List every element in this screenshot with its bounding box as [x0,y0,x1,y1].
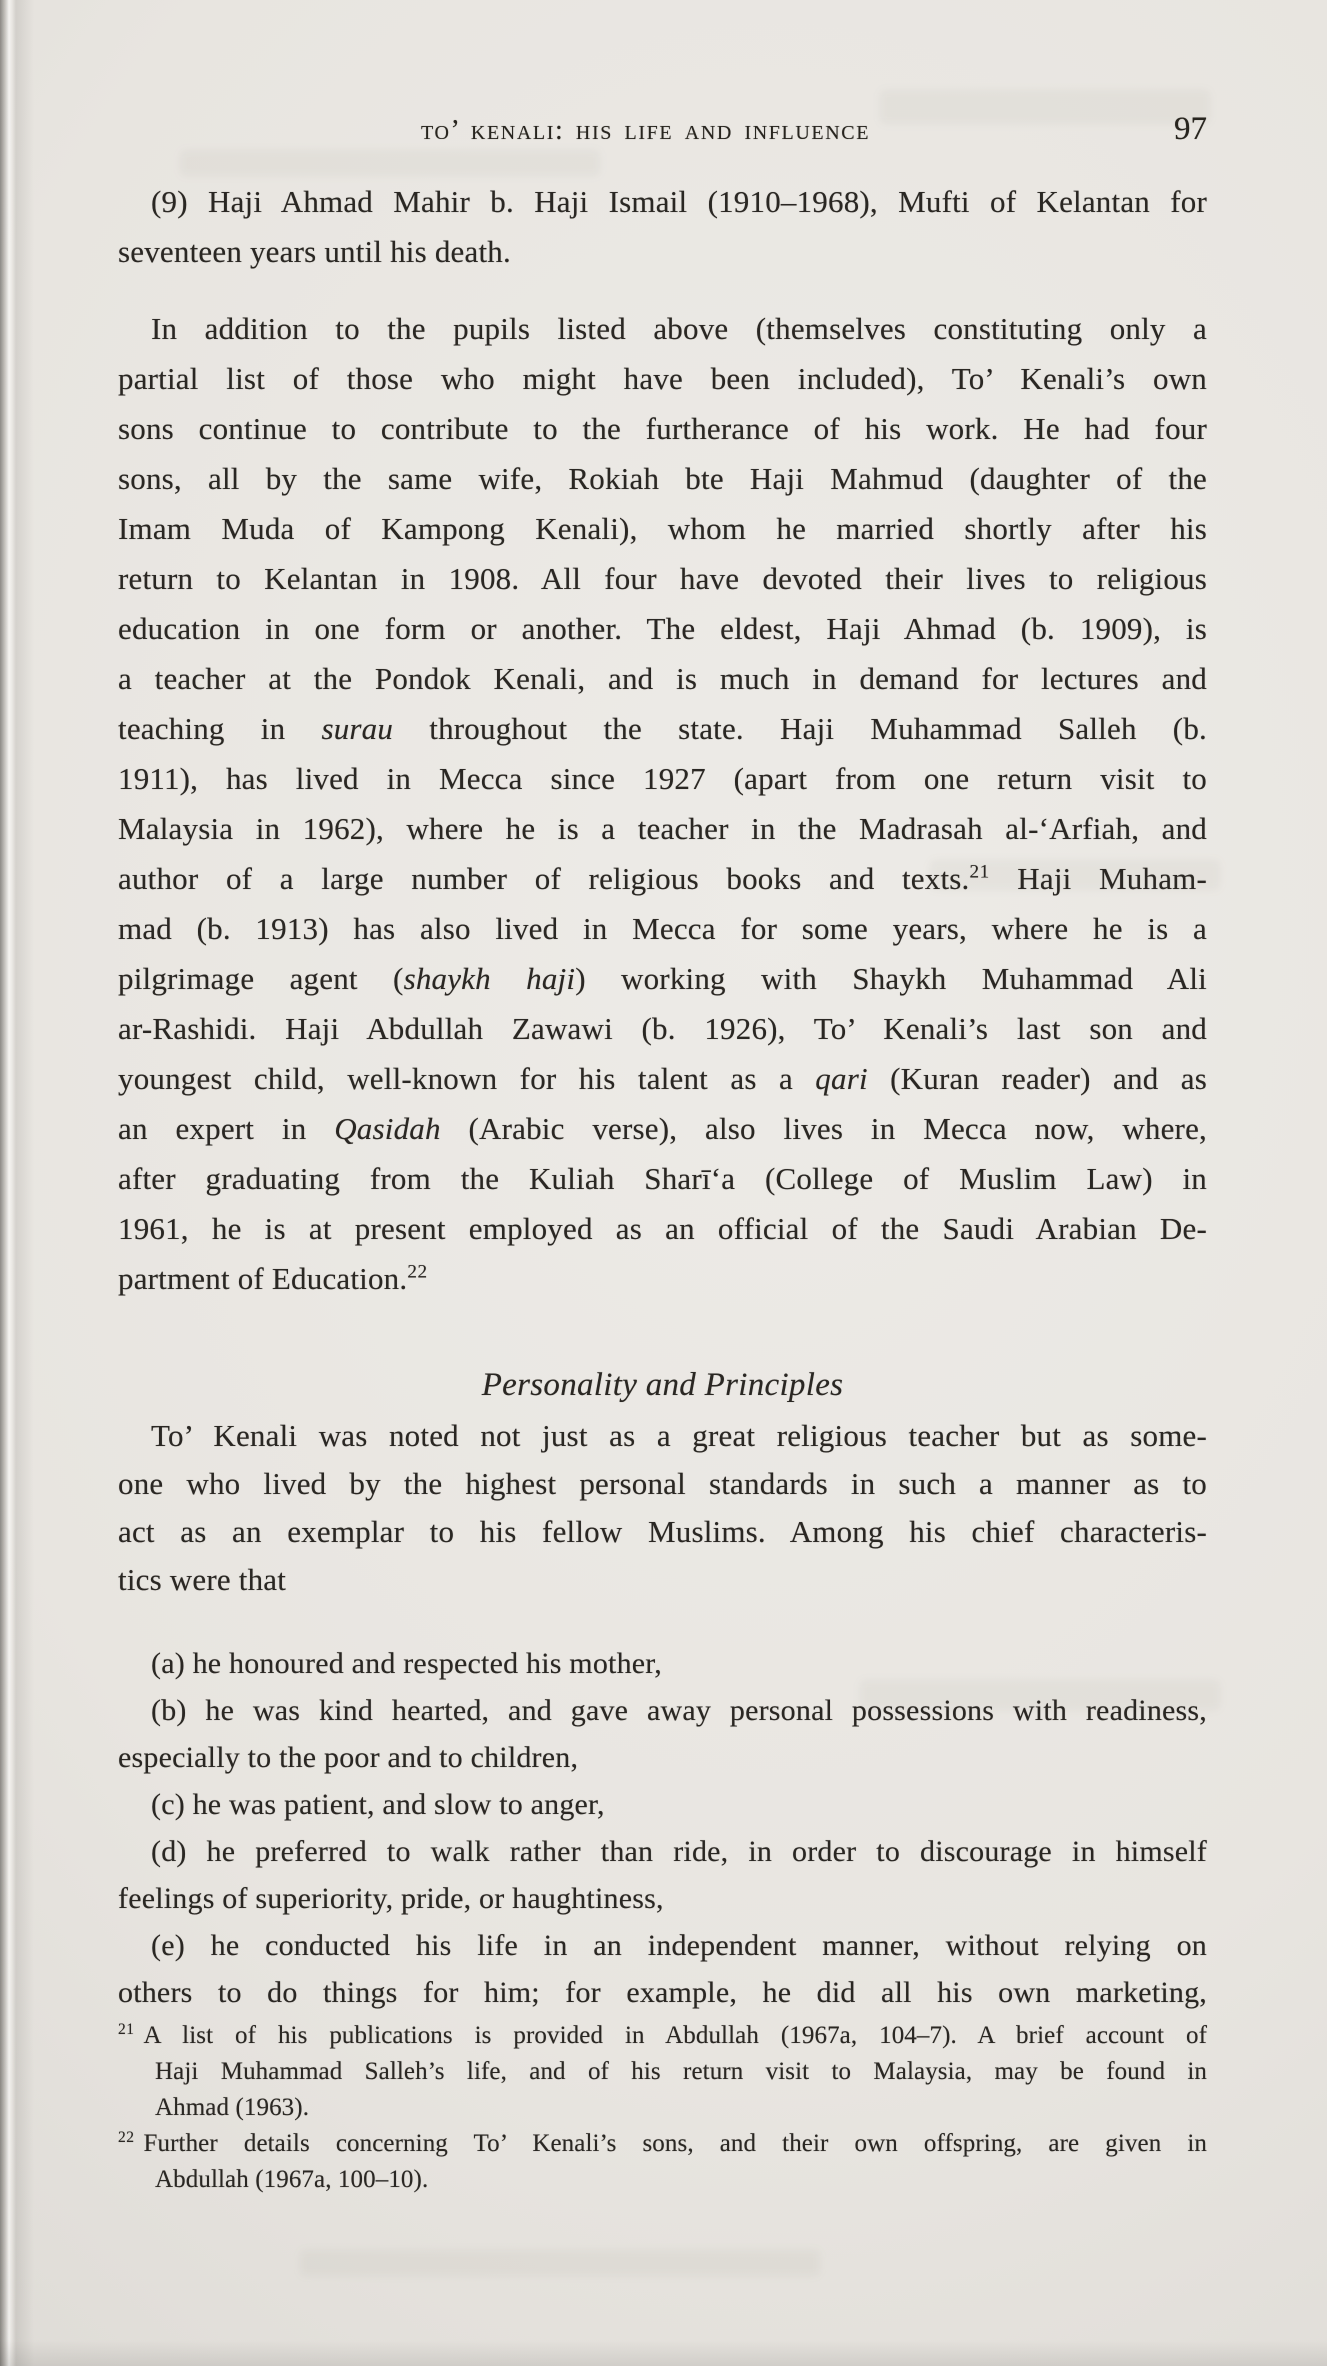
text-line: sons continue to contribute to the furtherance of his work. He had four [118,411,1207,446]
characteristics-list [118,1640,1207,2016]
footnote-marker: 21 [118,2020,135,2038]
show-through-smudge [300,2250,820,2276]
text-line: Malaysia in 1962), where he is a teacher in the Madrasah al-‘Arfiah, and [118,811,1207,846]
text-line: partial list of those who might have been included), To’ Kenali’s own [118,361,1207,396]
text-line: 1911), has lived in Mecca since 1927 (apart from one return visit to [118,761,1207,796]
text-line: sons, all by the same wife, Rokiah bte Haji Mahmud (daughter of the [118,461,1207,496]
text-line: In addition to the pupils listed above (themselves constituting only a [151,311,1207,346]
text-line: author of a large number of religious books and texts.$^{21}$ Haji Muham- [118,861,1207,896]
text-line: ar-Rashidi. Haji Abdullah Zawawi (b. 1926), To’ Kenali’s last son and [118,1011,1207,1046]
footnote-marker: 22 [118,2128,135,2146]
footnote [118,2126,1207,2198]
text-line: seventeen years until his death. [118,234,511,269]
running-header [118,111,1207,154]
text-line: partment of Education.$^{22}$ [118,1261,428,1296]
text-line: (a) he honoured and respected his mother, [151,1647,662,1680]
text-line: after graduating from the Kuliah Sharī‘a (College of Muslim Law) in [118,1161,1207,1196]
text-line: (c) he was patient, and slow to anger, [151,1788,605,1821]
text-line: teaching in surau throughout the state. Haji Muhammad Salleh (b. [118,711,1207,746]
text-line: (d) he preferred to walk rather than ride, in order to discourage in himself [151,1835,1207,1868]
text-line: tics were that [118,1562,287,1597]
text-line: education in one form or another. The eldest, Haji Ahmad (b. 1909), is [118,611,1207,646]
text-line: feelings of superiority, pride, or haughtiness, [118,1882,664,1915]
page-gutter-shadow [0,0,34,2366]
text-line: act as an exemplar to his fellow Muslims. Among his chief characteris- [118,1514,1207,1549]
paragraph-sons [118,304,1207,1304]
paragraph-mufti-entry [118,177,1207,277]
footnote-line: $^{22}$ Further details concerning To’ Kenali’s sons, and their own offspring, are given in [118,2128,1207,2157]
text-line: return to Kelantan in 1908. All four have devoted their lives to religious [118,561,1207,596]
text-line: To’ Kenali was noted not just as a great religious teacher but as some- [151,1418,1207,1453]
footnote-line: Ahmad (1963). [155,2094,310,2121]
text-line: youngest child, well-known for his talent as a qari (Kuran reader) and as [118,1061,1207,1096]
text-line: a teacher at the Pondok Kenali, and is much in demand for lectures and [118,661,1207,696]
paragraph-personality [118,1412,1207,1604]
text-line: an expert in Qasidah (Arabic verse), also lives in Mecca now, where, [118,1111,1207,1146]
text-line: mad (b. 1913) has also lived in Mecca for some years, where he is a [118,911,1207,946]
text-line: one who lived by the highest personal standards in such a manner as to [118,1466,1207,1501]
text-line: (9) Haji Ahmad Mahir b. Haji Ismail (1910–1968), Mufti of Kelantan for [151,184,1207,219]
footnote-line: Haji Muhammad Salleh’s life, and of his return visit to Malaysia, may be found in [155,2058,1207,2085]
footnote-line: Abdullah (1967a, 100–10). [155,2166,429,2193]
text-line: others to do things for him; for example, he did all his own marketing, [118,1976,1207,2009]
footnotes [118,2018,1207,2198]
page-number: 97 [1174,111,1207,147]
text-line: 1961, he is at present employed as an official of the Saudi Arabian De- [118,1211,1207,1246]
page-bottom-shadow [0,2340,1327,2366]
text-line: Imam Muda of Kampong Kenali), whom he married shortly after his [118,511,1207,546]
section-heading: Personality and Principles [481,1367,844,1403]
chapter-title: to’ kenali: his life and influence [420,115,871,146]
text-line: (b) he was kind hearted, and gave away personal possessions with readiness, [151,1694,1207,1727]
footnote [118,2018,1207,2126]
text-line: (e) he conducted his life in an independent manner, without relying on [151,1929,1207,1962]
text-line: pilgrimage agent (shaykh haji) working with Shaykh Muhammad Ali [118,961,1207,996]
text-line: especially to the poor and to children, [118,1741,579,1774]
footnote-line: $^{21}$ A list of his publications is provided in Abdullah (1967a, 104–7). A brief account of [118,2020,1207,2049]
